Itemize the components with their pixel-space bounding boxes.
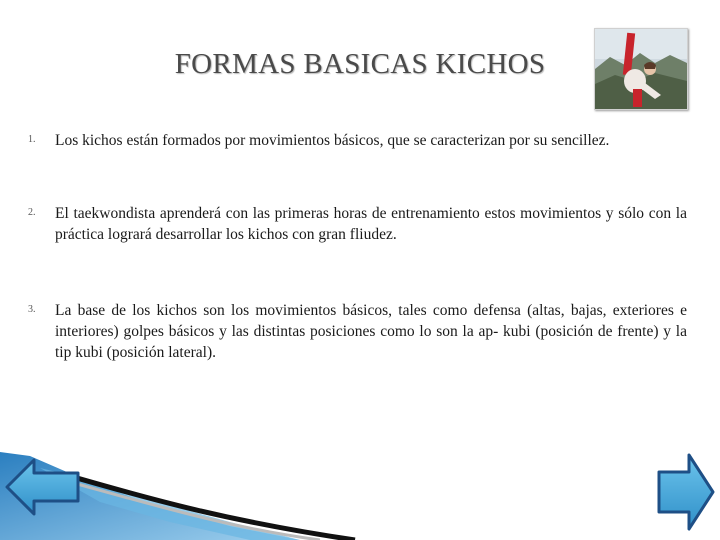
list-item-number: 3. — [28, 304, 36, 315]
list-item-number: 1. — [28, 134, 36, 145]
left-arrow-icon[interactable] — [4, 456, 82, 518]
list-item-text: El taekwondista aprenderá con las primeras horas de entrenamiento estos movimientos y sólo con la práctica logrará desarrollar los kichos con gran fliudez. — [55, 205, 687, 243]
right-arrow-icon[interactable] — [656, 452, 716, 532]
slide-title: FORMAS BASICAS KICHOS — [174, 48, 546, 80]
list-item-number: 2. — [28, 207, 36, 218]
taekwondo-kick-photo — [594, 28, 688, 110]
list-item-text: Los kichos están formados por movimientos básicos, que se caracterizan por su sencillez. — [55, 132, 610, 149]
list-item-text: La base de los kichos son los movimientos básicos, tales como defensa (altas, bajas, exteriores e interiores) golpes básicos y las distintas posiciones como lo son la ap- kubi (posición de frente) y la tip kubi (posición lateral). — [55, 302, 687, 361]
